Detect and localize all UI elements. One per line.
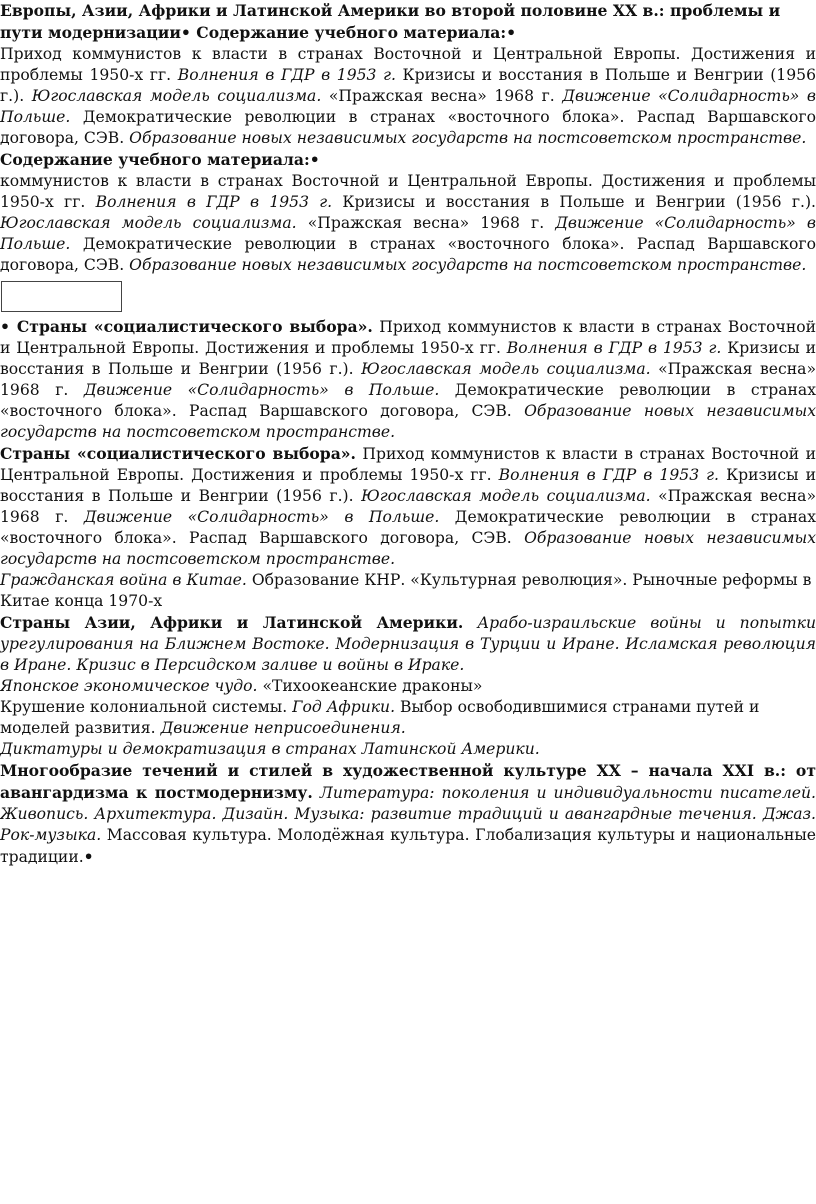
bullet-marker: • [0, 317, 10, 336]
text-run: Демократические революции в странах «восточного блока». Распад Варшавского договора, СЭВ. [0, 381, 816, 420]
paragraph-6 [0, 612, 816, 676]
text-run: Приход коммунистов к власти в странах Восточной и Центральной Европы. Достижения и проблемы 1950-х гг. [0, 318, 816, 357]
text-run: Приход коммунистов к власти в странах Восточной и Центральной Европы. Достижения и проблемы 1950-х гг. [0, 445, 816, 484]
italic-run: Образование новых независимых государств на постсоветском пространстве. [129, 129, 807, 147]
italic-run: Движение «Солидарность» в Польше. [0, 214, 816, 253]
text-run: Выбор освободившимися странами путей и моделей развития. [0, 698, 760, 737]
paragraph-7 [0, 676, 816, 697]
text-run: Образование КНР. «Культурная революция». Рыночные реформы в Китае конца 1970-х [0, 571, 812, 610]
text-run: Массовая культура. Молодёжная культура. Глобализация культуры и национальные традиции. [0, 826, 816, 866]
paragraph-5 [0, 570, 816, 612]
paragraph-9 [0, 739, 816, 760]
italic-run: Волнения в ГДР в 1953 г. [498, 466, 720, 484]
italic-run: Японское экономическое чудо. [0, 677, 258, 695]
paragraph-4 [0, 443, 816, 570]
paragraph-3 [0, 316, 816, 443]
italic-run: Волнения в ГДР в 1953 г. [95, 193, 333, 211]
text-run: «Пражская весна» 1968 г. [0, 487, 816, 526]
italic-run: Движение неприсоединения. [160, 719, 406, 737]
content-heading [0, 149, 816, 171]
text-run: Крушение колониальной системы. [0, 698, 293, 716]
italic-run: Движение «Солидарность» в Польше. [0, 87, 816, 126]
italic-run: Югославская модель социализма. [31, 87, 322, 105]
italic-run: Год Африки. [292, 698, 396, 716]
content-label: Содержание учебного материала: [190, 23, 507, 42]
paragraph-8 [0, 697, 816, 739]
bullet-marker: • [506, 23, 517, 42]
paragraph-2 [0, 171, 816, 276]
italic-run: Литература: поколения и индивидуальности писателей. Живопись. Архитектура. Дизайн. Музыка: развитие традиций и авангардные течения. Джаз. Рок-музыка. [0, 784, 816, 844]
paragraph-10 [0, 760, 816, 868]
italic-run: Движение «Солидарность» в Польше. [83, 508, 440, 526]
text-run: Кризисы и восстания в Польше и Венгрии (1956 г.). [0, 466, 816, 505]
bullet-marker: • [309, 150, 320, 169]
italic-run: Образование новых независимых государств на постсоветском пространстве. [0, 402, 816, 441]
content-label: Содержание учебного материала: [0, 150, 310, 169]
text-run: «Пражская весна» 1968 г. [296, 214, 556, 232]
text-run: Приход коммунистов к власти в странах Восточной и Центральной Европы. Достижения и проблемы 1950-х гг. [0, 45, 816, 84]
text-run: Демократические революции в странах «восточного блока». Распад Варшавского договора, СЭВ. [0, 108, 816, 147]
bold-run: Страны Азии, Африки и Латинской Америки. [0, 613, 464, 632]
text-run: Кризисы и восстания в Польше и Венгрии (1956 г.). [332, 193, 816, 211]
bold-run: Многообразие течений и стилей в художественной культуре XX – начала XXI в.: от авангардизма к постмодернизму. [0, 761, 816, 802]
italic-run: Волнения в ГДР в 1953 г. [506, 339, 722, 357]
bullet-marker: • [83, 847, 94, 866]
italic-run: Югославская модель социализма. [0, 214, 297, 232]
heading-text: Европы, Азии, Африки и Латинской Америки во второй половине XX в.: проблемы и пути модернизации [0, 1, 781, 42]
italic-run: Югославская модель социализма. [361, 487, 651, 505]
italic-run: Волнения в ГДР в 1953 г. [177, 66, 396, 84]
paragraph-1 [0, 44, 816, 149]
bold-run: Страны «социалистического выбора». [9, 317, 373, 336]
text-run: Кризисы и восстания в Польше и Венгрии (1956 г.). [0, 66, 816, 105]
text-run: «Пражская весна» 1968 г. [0, 360, 816, 399]
text-run: Демократические революции в странах «восточного блока». Распад Варшавского договора, СЭВ. [0, 235, 816, 274]
text-run: коммунистов к власти в странах Восточной и Центральной Европы. Достижения и проблемы 1950-х гг. [0, 172, 816, 211]
empty-frame [1, 281, 122, 312]
text-run: Кризисы и восстания в Польше и Венгрии (1956 г.). [0, 339, 816, 378]
italic-run: Гражданская война в Китае. [0, 571, 247, 589]
bullet-marker: • [180, 23, 191, 42]
text-run: «Пражская весна» 1968 г. [321, 87, 563, 105]
italic-run: Арабо-израильские войны и попытки урегулирования на Ближнем Востоке. Модернизация в Турции и Иране. Исламская революция в Иране. Кризис в Персидском заливе и войны в Ираке. [0, 614, 816, 674]
italic-run: Образование новых независимых государств на постсоветском пространстве. [0, 529, 816, 568]
section-heading [0, 0, 816, 44]
bold-run: Страны «социалистического выбора». [0, 444, 356, 463]
text-run: Демократические революции в странах «восточного блока». Распад Варшавского договора, СЭВ. [0, 508, 816, 547]
italic-run: Движение «Солидарность» в Польше. [83, 381, 440, 399]
italic-run: Образование новых независимых государств на постсоветском пространстве. [129, 256, 807, 274]
italic-run: Диктатуры и демократизация в странах Латинской Америки. [0, 740, 540, 758]
text-run: «Тихоокеанские драконы» [257, 677, 483, 695]
italic-run: Югославская модель социализма. [361, 360, 651, 378]
